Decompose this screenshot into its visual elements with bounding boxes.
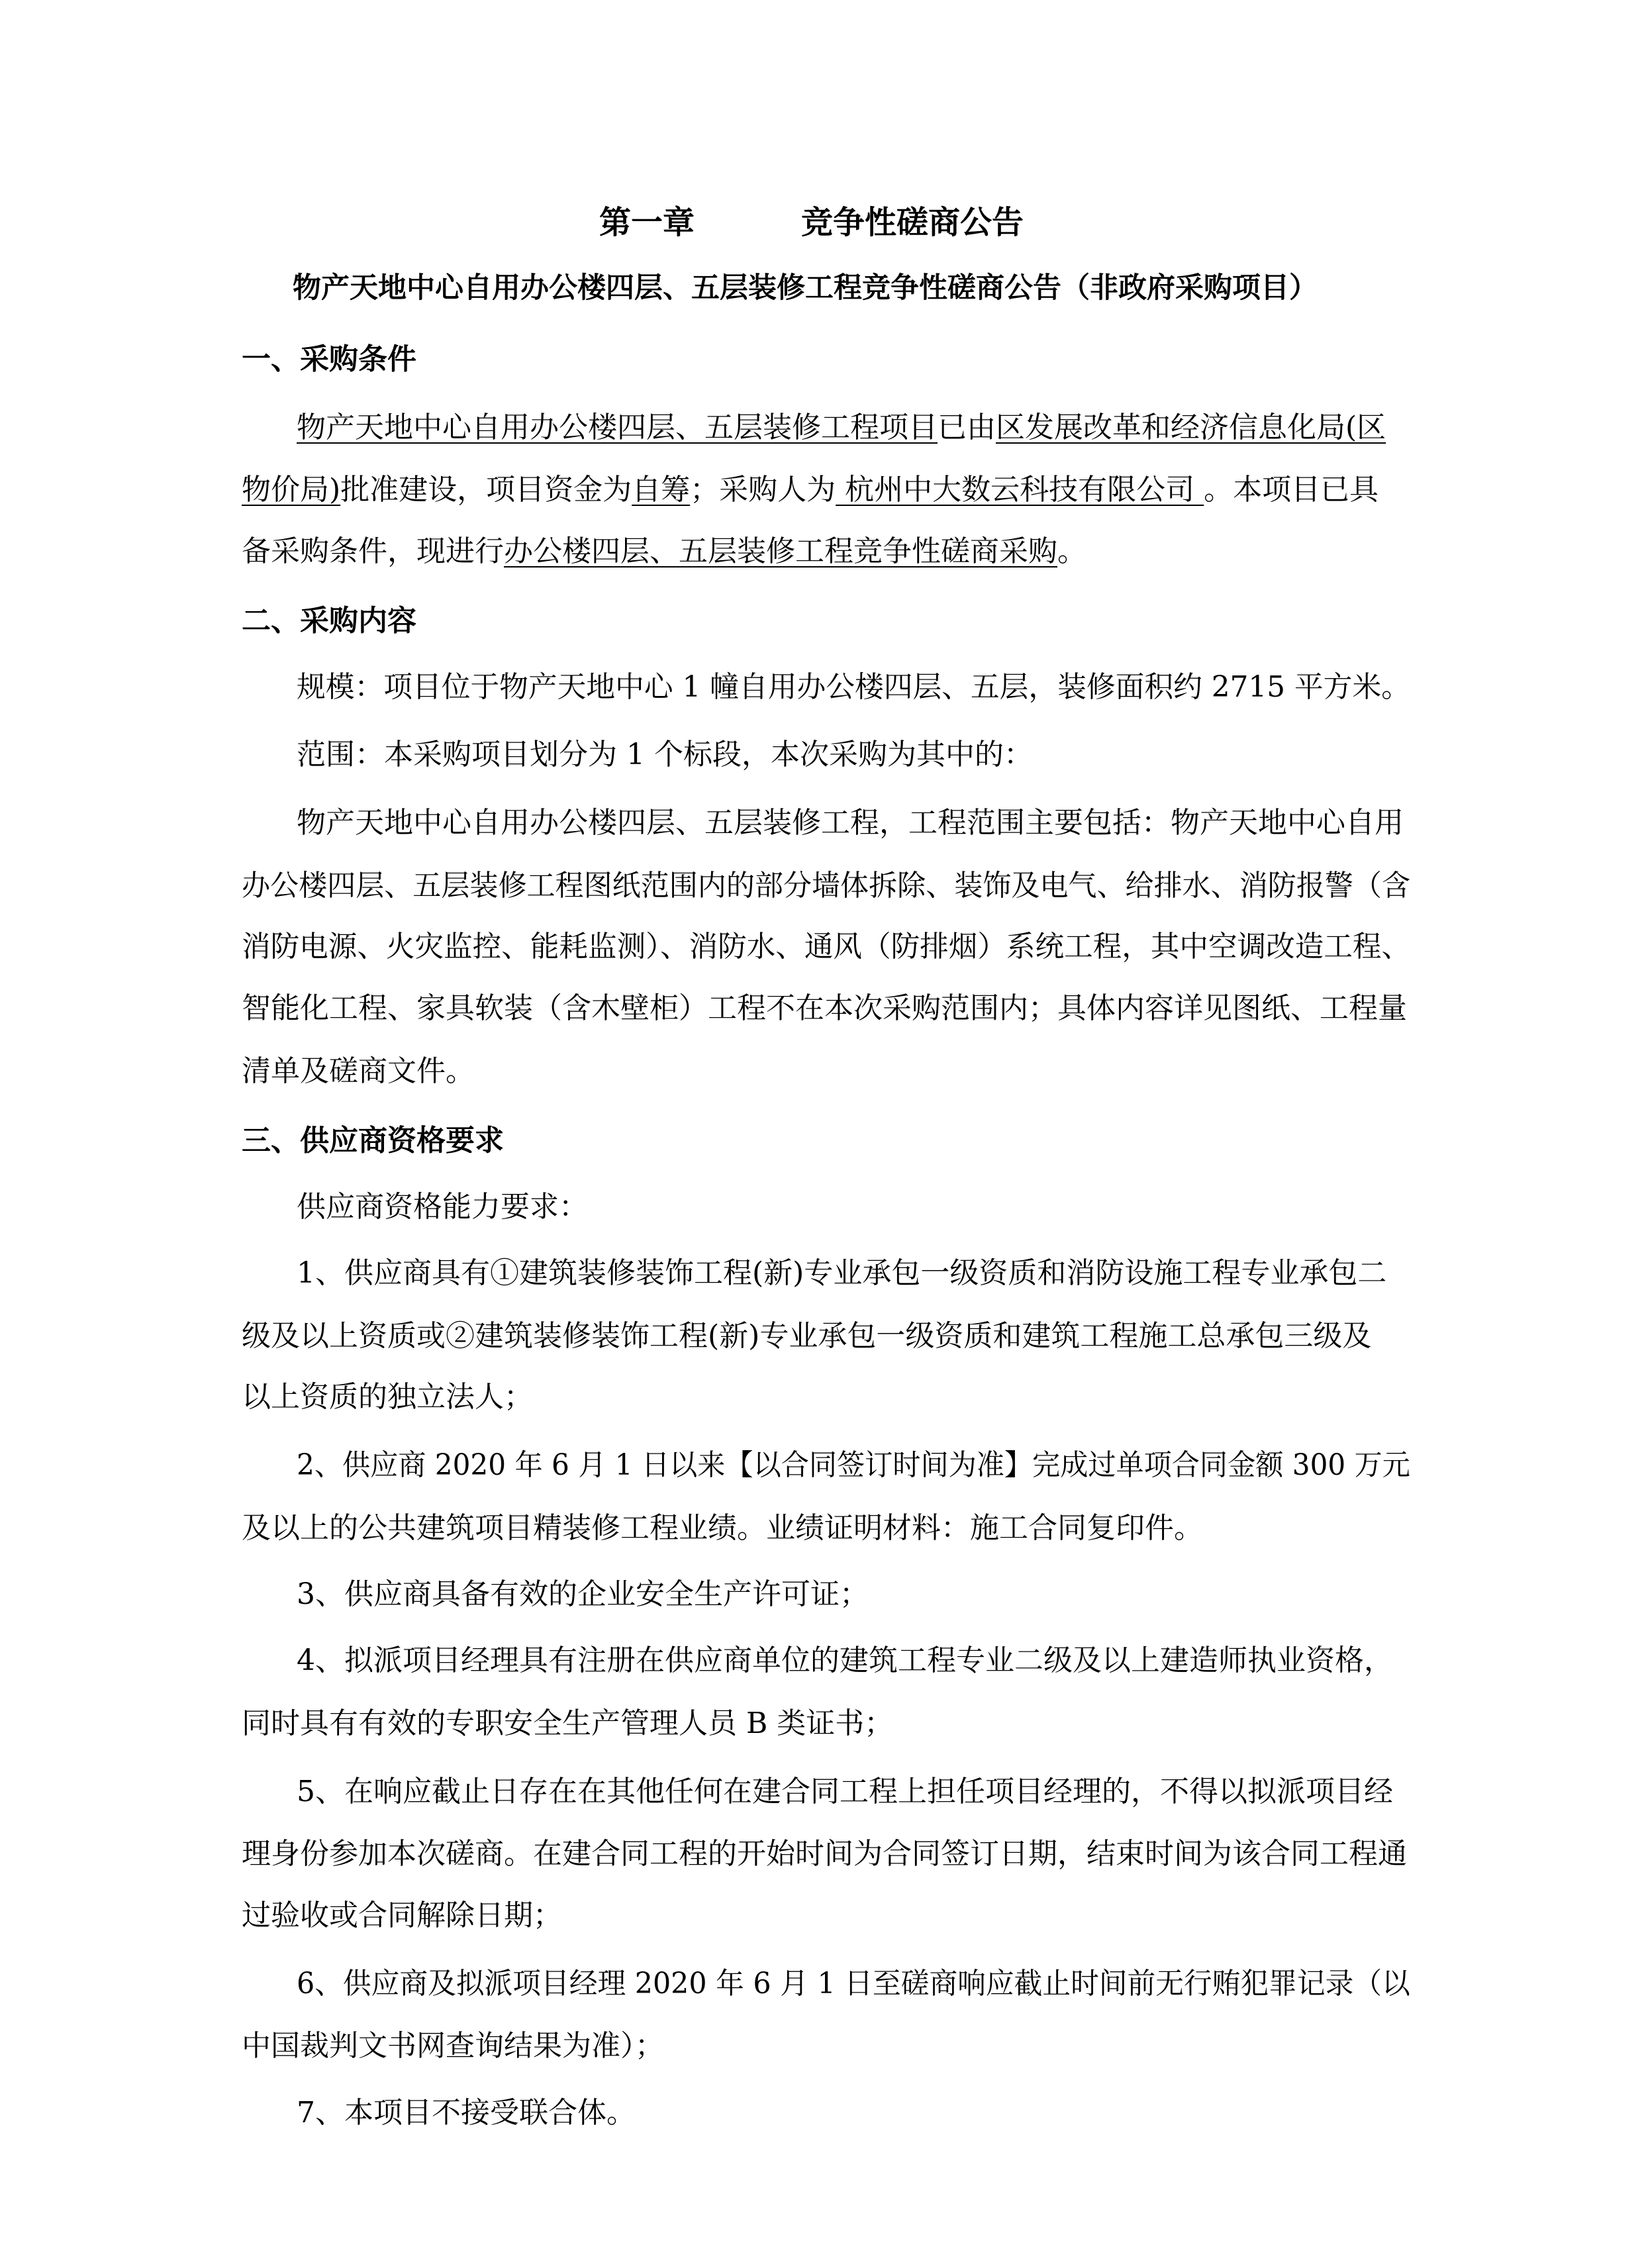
requirement-4-cont: 同时具有有效的专职安全生产管理人员 B 类证书；	[242, 1706, 894, 1740]
requirement-1: 1、供应商具有①建筑装修装饰工程(新)专业承包一级资质和消防设施工程专业承包二	[297, 1256, 1387, 1290]
project-name: 物产天地中心自用办公楼四层、五层装修工程项目	[297, 411, 938, 444]
fund-source: 自筹	[632, 473, 691, 507]
scale-text: 规模：项目位于物产天地中心 1 幢自用办公楼四层、五层，装修面积约 2715 平方米。	[297, 670, 1410, 704]
paragraph-line: 物产天地中心自用办公楼四层、五层装修工程项目已由区发展改革和经济信息化局(区	[297, 411, 1386, 444]
scope-line: 办公楼四层、五层装修工程图纸范围内的部分墙体拆除、装饰及电气、给排水、消防报警（含	[242, 869, 1411, 903]
requirement-7: 7、本项目不接受联合体。	[297, 2096, 636, 2130]
scope-line: 清单及磋商文件。	[242, 1054, 475, 1088]
requirement-6-cont: 中国裁判文书网查询结果为准）；	[242, 2029, 664, 2063]
scope-line: 物产天地中心自用办公楼四层、五层装修工程，工程范围主要包括：物产天地中心自用	[297, 806, 1404, 840]
purchaser-name: 杭州中大数云科技有限公司	[836, 473, 1204, 507]
requirement-3: 3、供应商具备有效的企业安全生产许可证；	[297, 1577, 869, 1611]
requirement-4: 4、拟派项目经理具有注册在供应商单位的建筑工程专业二级及以上建造师执业资格，	[297, 1644, 1393, 1677]
announcement-subtitle: 物产天地中心自用办公楼四层、五层装修工程竞争性磋商公告（非政府采购项目）	[293, 271, 1318, 305]
requirement-5: 5、在响应截止日存在在其他任何在建合同工程上担任项目经理的，不得以拟派项目经	[297, 1775, 1393, 1808]
requirement-1-cont: 级及以上资质或②建筑装修装饰工程(新)专业承包一级资质和建筑工程施工总承包三级及	[242, 1319, 1372, 1353]
requirements-intro: 供应商资格能力要求：	[297, 1190, 588, 1224]
requirement-1-cont: 以上资质的独立法人；	[242, 1380, 533, 1414]
requirement-5-cont: 理身份参加本次磋商。在建合同工程的开始时间为合同签订日期，结束时间为该合同工程通	[242, 1837, 1407, 1871]
requirement-6: 6、供应商及拟派项目经理 2020 年 6 月 1 日至磋商响应截止时间前无行贿犯罪记录（以	[297, 1967, 1410, 2000]
requirement-5-cont: 过验收或合同解除日期；	[242, 1898, 562, 1932]
range-text: 范围：本采购项目划分为 1 个标段，本次采购为其中的：	[297, 738, 1033, 771]
section-heading-3: 三、供应商资格要求	[242, 1124, 504, 1158]
section-heading-2: 二、采购内容	[242, 604, 416, 638]
section-heading-1: 一、采购条件	[242, 342, 416, 376]
chapter-title: 竞争性磋商公告	[801, 204, 1024, 241]
approval-authority: 区发展改革和经济信息化局(区	[996, 411, 1386, 444]
approval-authority-cont: 物价局)	[242, 473, 341, 507]
requirement-2-cont: 及以上的公共建筑项目精装修工程业绩。业绩证明材料：施工合同复印件。	[242, 1511, 1203, 1545]
scope-line: 智能化工程、家具软装（含木壁柜）工程不在本次采购范围内；具体内容详见图纸、工程量	[242, 991, 1407, 1025]
paragraph-line: 物价局)批准建设，项目资金为自筹；采购人为 杭州中大数云科技有限公司 。本项目已具	[242, 473, 1379, 507]
paragraph-line: 备采购条件，现进行办公楼四层、五层装修工程竞争性磋商采购。	[242, 534, 1087, 568]
procurement-name: 办公楼四层、五层装修工程竞争性磋商采购	[504, 534, 1057, 568]
scope-line: 消防电源、火灾监控、能耗监测）、消防水、通风（防排烟）系统工程，其中空调改造工程、	[242, 930, 1411, 963]
requirement-2: 2、供应商 2020 年 6 月 1 日以来【以合同签订时间为准】完成过单项合同金额 300 万元	[297, 1448, 1410, 1482]
chapter-label: 第一章	[599, 204, 695, 241]
